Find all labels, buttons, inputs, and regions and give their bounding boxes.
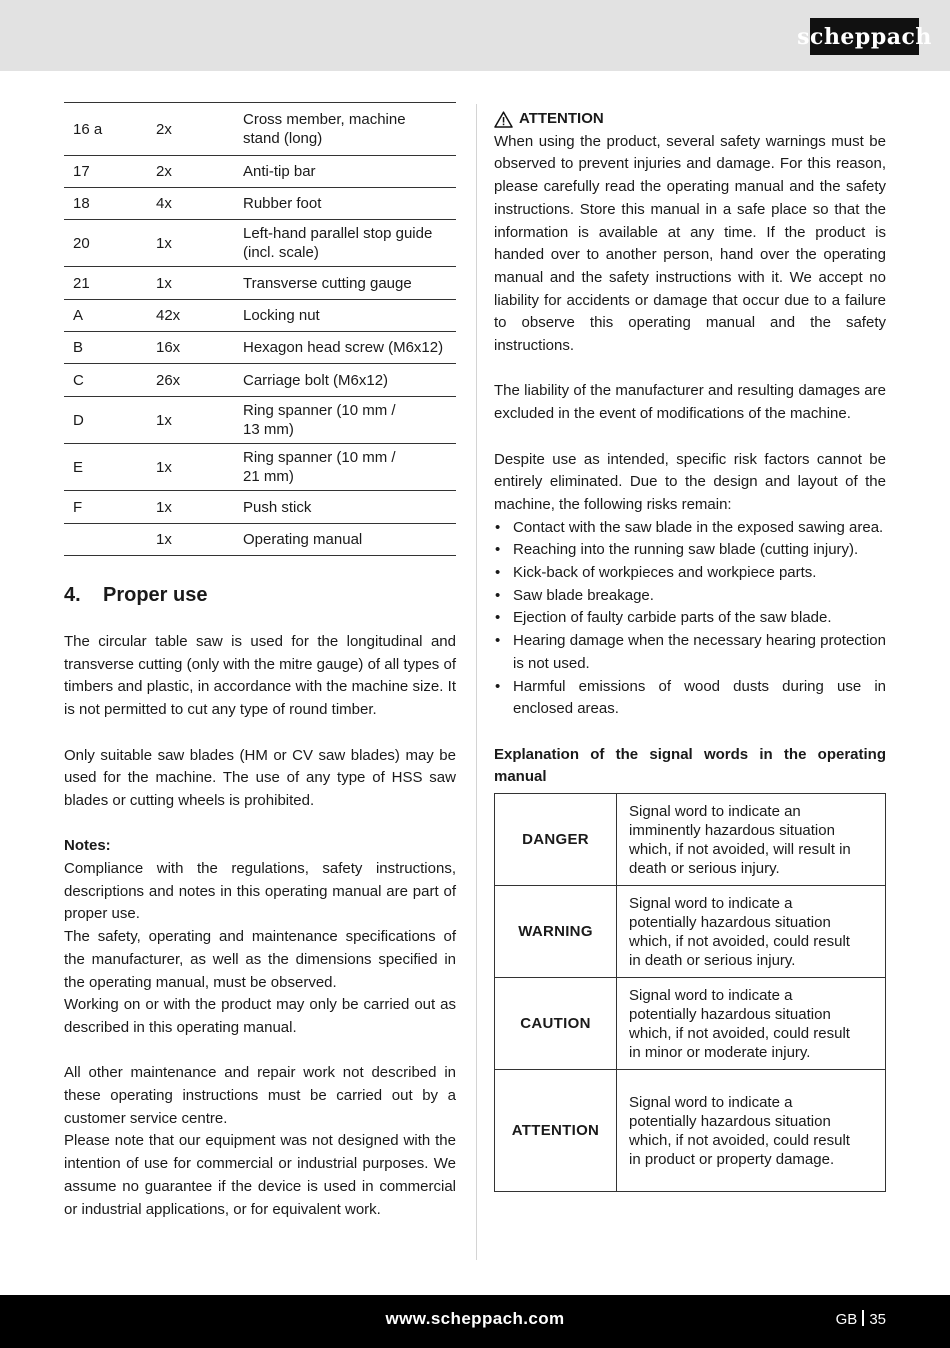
spacer <box>494 426 886 449</box>
part-position: 16 a <box>64 103 156 156</box>
language-code: GB <box>835 1311 858 1328</box>
table-row <box>64 300 456 332</box>
list-item: • Reaching into the running saw blade (cutting injury). <box>494 539 886 562</box>
left-column <box>64 102 456 1221</box>
list-item: • Ejection of faulty carbide parts of the saw blade. <box>494 607 886 630</box>
spacer <box>64 607 456 631</box>
section-heading <box>64 583 456 607</box>
part-description: Locking nut <box>243 300 456 332</box>
part-quantity: 4x <box>156 188 243 220</box>
brand-logo-text: scheppach <box>797 23 932 50</box>
separator-bar <box>862 1310 864 1326</box>
part-position: D <box>64 397 156 444</box>
footer-url: www.scheppach.com <box>385 1309 565 1328</box>
brand-logo <box>797 18 932 55</box>
part-position: 20 <box>64 220 156 267</box>
part-position: A <box>64 300 156 332</box>
table-row <box>495 1070 886 1192</box>
section-number: 4. <box>64 584 81 606</box>
paragraph: Please note that our equipment was not designed with the intention of use for commercial or industrial purposes. We assume no guarantee if the device is used in commercial or industrial applications, or for equivalent work. <box>64 1132 456 1218</box>
list-item: • Contact with the saw blade in the exposed sawing area. <box>494 517 886 540</box>
signal-description: Signal word to indicate a potentially hazardous situation which, if not avoided, could result in product or property damage. <box>617 1070 886 1192</box>
list-item: • Hearing damage when the necessary hearing protection is not used. <box>494 630 886 675</box>
part-description: Push stick <box>243 491 456 524</box>
attention-heading <box>494 108 886 131</box>
list-item: • Harmful emissions of wood dusts during use in enclosed areas. <box>494 676 886 721</box>
signal-description: Signal word to indicate a potentially hazardous situation which, if not avoided, could result in minor or moderate injury. <box>617 978 886 1070</box>
table-row <box>495 886 886 978</box>
table-row <box>64 397 456 444</box>
part-quantity: 16x <box>156 332 243 364</box>
table-row <box>495 978 886 1070</box>
footer <box>0 1295 950 1348</box>
part-position: C <box>64 364 156 397</box>
part-position <box>64 524 156 556</box>
paragraph: Compliance with the regulations, safety instructions, descriptions and notes in this operating manual are part of proper use. <box>64 860 456 923</box>
part-quantity: 1x <box>156 220 243 267</box>
part-position: E <box>64 444 156 491</box>
part-quantity: 42x <box>156 300 243 332</box>
signal-word: DANGER <box>495 794 617 886</box>
spacer <box>494 721 886 744</box>
part-description: Left-hand parallel stop guide (incl. scale) <box>243 220 456 267</box>
part-quantity: 1x <box>156 491 243 524</box>
right-column <box>494 108 886 1192</box>
part-position: 21 <box>64 267 156 300</box>
column-divider <box>476 104 477 1260</box>
part-position: 18 <box>64 188 156 220</box>
table-row <box>64 188 456 220</box>
warning-triangle-icon <box>494 111 513 128</box>
table-row <box>64 524 456 556</box>
table-row <box>64 267 456 300</box>
spacer <box>494 358 886 381</box>
page-number <box>836 1310 886 1328</box>
paragraph: The circular table saw is used for the longitudinal and transverse cutting (only with the mitre gauge) of all types of timbers and plastic, in accordance with the machine size. It is not permitted to cut any type of round timber. <box>64 633 456 719</box>
part-quantity: 2x <box>156 156 243 188</box>
table-row <box>64 364 456 397</box>
part-quantity: 1x <box>156 444 243 491</box>
parts-table <box>64 102 456 556</box>
part-description: Transverse cutting gauge <box>243 267 456 300</box>
part-position: F <box>64 491 156 524</box>
signal-word: ATTENTION <box>495 1070 617 1192</box>
paragraph: Working on or with the product may only be carried out as described in this operating manual. <box>64 996 456 1036</box>
paragraph: Despite use as intended, specific risk factors cannot be entirely eliminated. Due to the design and layout of the machine, the following risks remain: <box>494 450 886 513</box>
section-title: Proper use <box>103 584 208 606</box>
signal-description: Signal word to indicate an imminently hazardous situation which, if not avoided, will result in death or serious injury. <box>617 794 886 886</box>
signal-description: Signal word to indicate a potentially hazardous situation which, if not avoided, could result in death or serious injury. <box>617 886 886 978</box>
part-position: 17 <box>64 156 156 188</box>
paragraph: The liability of the manufacturer and resulting damages are excluded in the event of modifications of the machine. <box>494 382 886 423</box>
signal-words-heading: Explanation of the signal words in the operating manual <box>494 745 886 786</box>
part-description: Rubber foot <box>243 188 456 220</box>
part-description: Operating manual <box>243 524 456 556</box>
list-item: • Kick-back of workpieces and workpiece parts. <box>494 562 886 585</box>
paragraph: Only suitable saw blades (HM or CV saw blades) may be used for the machine. The use of any type of HSS saw blades or cutting wheels is prohibited. <box>64 746 456 809</box>
spacer <box>64 722 456 745</box>
attention-heading-text: ATTENTION <box>519 110 604 127</box>
signal-word: WARNING <box>495 886 617 978</box>
part-description: Ring spanner (10 mm / 13 mm) <box>243 397 456 444</box>
part-quantity: 2x <box>156 103 243 156</box>
part-description: Ring spanner (10 mm / 21 mm) <box>243 444 456 491</box>
signal-word: CAUTION <box>495 978 617 1070</box>
part-description: Hexagon head screw (M6x12) <box>243 332 456 364</box>
part-description: Cross member, machine stand (long) <box>243 103 456 156</box>
table-row <box>64 444 456 491</box>
table-row <box>64 156 456 188</box>
table-row <box>64 332 456 364</box>
page-number-value: 35 <box>869 1311 886 1328</box>
paragraph: When using the product, several safety warnings must be observed to prevent injuries and damage. For this reason, please carefully read the operating manual and the safety instructions. Store this manual in a safe place so that the information is available at any time. If the product is handed over to another person, hand over the operating manual and the safety instructions with it. We accept no liability for accidents or damage that occur due to a failure to observe this operating manual and the safety instructions. <box>494 132 886 355</box>
table-row <box>64 103 456 156</box>
table-row <box>495 794 886 886</box>
part-quantity: 1x <box>156 524 243 556</box>
part-position: B <box>64 332 156 364</box>
paragraph: The safety, operating and maintenance specifications of the manufacturer, as well as the dimensions specified in the operating manual, must be observed. <box>64 928 456 991</box>
table-row <box>64 220 456 267</box>
notes-heading: Notes: <box>64 837 111 855</box>
table-row <box>64 491 456 524</box>
part-quantity: 26x <box>156 364 243 397</box>
part-quantity: 1x <box>156 267 243 300</box>
spacer <box>64 813 456 836</box>
part-quantity: 1x <box>156 397 243 444</box>
risk-list <box>494 517 886 721</box>
paragraph: All other maintenance and repair work not described in these operating instructions must be carried out by a customer service centre. <box>64 1064 456 1127</box>
spacer <box>64 1040 456 1063</box>
signal-words-table <box>494 793 886 1192</box>
part-description: Carriage bolt (M6x12) <box>243 364 456 397</box>
part-description: Anti-tip bar <box>243 156 456 188</box>
list-item: • Saw blade breakage. <box>494 585 886 608</box>
